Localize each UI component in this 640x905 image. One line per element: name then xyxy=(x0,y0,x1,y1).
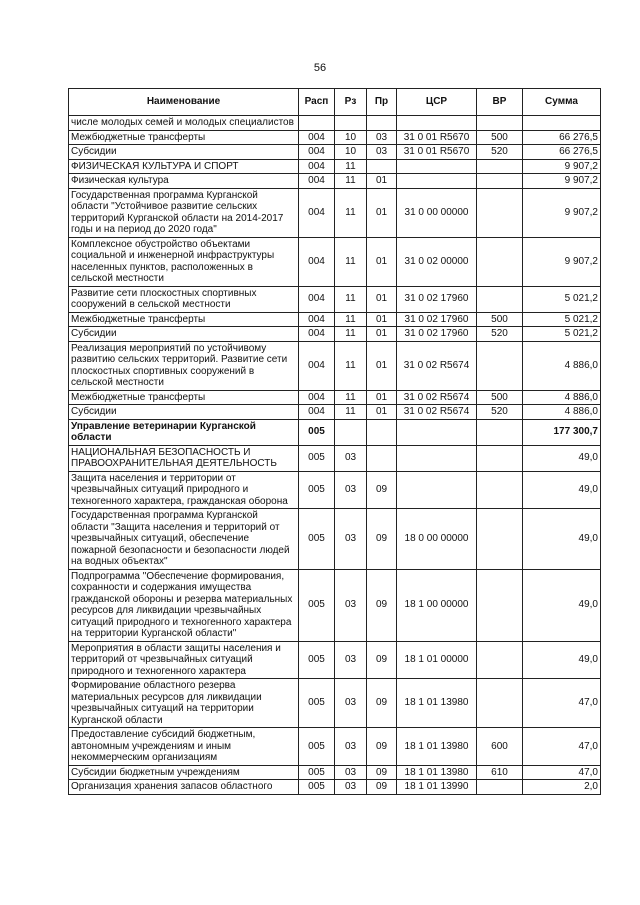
cell-rasp: 004 xyxy=(299,341,335,390)
cell-rz: 11 xyxy=(335,188,367,237)
cell-rasp: 005 xyxy=(299,679,335,728)
cell-rz xyxy=(335,116,367,131)
cell-rz: 10 xyxy=(335,130,367,145)
cell-sum: 47,0 xyxy=(523,728,601,766)
cell-rasp: 005 xyxy=(299,780,335,795)
cell-sum: 49,0 xyxy=(523,445,601,471)
budget-table xyxy=(68,88,601,795)
cell-pr: 01 xyxy=(367,174,397,189)
table-row xyxy=(69,145,601,160)
cell-csr: 18 1 01 13980 xyxy=(397,679,477,728)
cell-rasp: 004 xyxy=(299,237,335,286)
cell-csr xyxy=(397,159,477,174)
cell-vr: 520 xyxy=(477,145,523,160)
table-body xyxy=(69,116,601,795)
cell-rasp: 004 xyxy=(299,312,335,327)
cell-rasp: 004 xyxy=(299,174,335,189)
table-row xyxy=(69,679,601,728)
cell-sum: 66 276,5 xyxy=(523,145,601,160)
cell-vr: 500 xyxy=(477,130,523,145)
cell-pr: 01 xyxy=(367,237,397,286)
cell-csr xyxy=(397,471,477,509)
cell-name: Физическая культура xyxy=(69,174,299,189)
cell-vr xyxy=(477,237,523,286)
header-csr: ЦСР xyxy=(397,89,477,116)
cell-name: Предоставление субсидий бюджетным, автономным учреждениям и иным некоммерческим организациям xyxy=(69,728,299,766)
cell-name: НАЦИОНАЛЬНАЯ БЕЗОПАСНОСТЬ И ПРАВООХРАНИТЕЛЬНАЯ ДЕЯТЕЛЬНОСТЬ xyxy=(69,445,299,471)
cell-csr: 18 1 01 00000 xyxy=(397,641,477,679)
cell-vr: 500 xyxy=(477,390,523,405)
cell-sum: 49,0 xyxy=(523,471,601,509)
cell-name: Защита населения и территории от чрезвычайных ситуаций природного и техногенного характера, гражданская оборона xyxy=(69,471,299,509)
cell-pr: 09 xyxy=(367,641,397,679)
cell-rasp: 005 xyxy=(299,445,335,471)
table-row xyxy=(69,471,601,509)
cell-csr: 31 0 02 R5674 xyxy=(397,390,477,405)
cell-sum: 9 907,2 xyxy=(523,237,601,286)
cell-vr xyxy=(477,471,523,509)
table-header-row xyxy=(69,89,601,116)
cell-name: Субсидии xyxy=(69,327,299,342)
cell-pr: 09 xyxy=(367,471,397,509)
cell-sum: 2,0 xyxy=(523,780,601,795)
cell-csr: 18 1 00 00000 xyxy=(397,569,477,641)
cell-name: Комплексное обустройство объектами социальной и инженерной инфраструктуры населенных пунктов, расположенных в сельской местности xyxy=(69,237,299,286)
cell-vr xyxy=(477,679,523,728)
cell-name: ФИЗИЧЕСКАЯ КУЛЬТУРА И СПОРТ xyxy=(69,159,299,174)
cell-sum: 5 021,2 xyxy=(523,327,601,342)
cell-pr xyxy=(367,159,397,174)
table-row xyxy=(69,116,601,131)
cell-csr xyxy=(397,174,477,189)
cell-rasp: 004 xyxy=(299,390,335,405)
cell-rasp: 005 xyxy=(299,728,335,766)
cell-sum: 5 021,2 xyxy=(523,312,601,327)
cell-sum: 49,0 xyxy=(523,641,601,679)
cell-rasp: 004 xyxy=(299,188,335,237)
cell-csr: 18 0 00 00000 xyxy=(397,509,477,570)
table-row xyxy=(69,188,601,237)
cell-rasp: 005 xyxy=(299,509,335,570)
cell-rz: 03 xyxy=(335,445,367,471)
table-row xyxy=(69,159,601,174)
cell-csr: 31 0 01 R5670 xyxy=(397,130,477,145)
cell-pr: 09 xyxy=(367,780,397,795)
cell-name: Управление ветеринарии Курганской области xyxy=(69,419,299,445)
cell-pr: 09 xyxy=(367,679,397,728)
cell-rz: 11 xyxy=(335,405,367,420)
cell-vr xyxy=(477,188,523,237)
cell-sum: 4 886,0 xyxy=(523,390,601,405)
cell-rz: 03 xyxy=(335,765,367,780)
cell-csr: 18 1 01 13980 xyxy=(397,728,477,766)
cell-csr: 31 0 02 17960 xyxy=(397,286,477,312)
cell-pr xyxy=(367,116,397,131)
table-row xyxy=(69,728,601,766)
cell-rasp xyxy=(299,116,335,131)
cell-vr: 610 xyxy=(477,765,523,780)
table-row xyxy=(69,509,601,570)
cell-csr: 18 1 01 13980 xyxy=(397,765,477,780)
cell-pr: 01 xyxy=(367,327,397,342)
cell-name: Формирование областного резерва материальных ресурсов для ликвидации чрезвычайных ситуаций на территории Курганской области xyxy=(69,679,299,728)
cell-vr xyxy=(477,286,523,312)
cell-csr: 31 0 00 00000 xyxy=(397,188,477,237)
cell-csr xyxy=(397,445,477,471)
cell-csr: 31 0 02 00000 xyxy=(397,237,477,286)
cell-csr xyxy=(397,116,477,131)
cell-sum: 177 300,7 xyxy=(523,419,601,445)
cell-rasp: 004 xyxy=(299,145,335,160)
table-row xyxy=(69,569,601,641)
cell-sum: 66 276,5 xyxy=(523,130,601,145)
cell-name: Мероприятия в области защиты населения и территорий от чрезвычайных ситуаций природного и техногенного характера xyxy=(69,641,299,679)
cell-name: Субсидии xyxy=(69,145,299,160)
table-row xyxy=(69,327,601,342)
header-vr: ВР xyxy=(477,89,523,116)
header-name: Наименование xyxy=(69,89,299,116)
cell-sum xyxy=(523,116,601,131)
cell-sum: 49,0 xyxy=(523,569,601,641)
cell-vr xyxy=(477,174,523,189)
cell-name: Подпрограмма "Обеспечение формирования, сохранности и содержания имущества гражданской обороны и резерва материальных ресурсов для ликвидации чрезвычайных ситуаций природного и техногенного характера на территории Курганской области" xyxy=(69,569,299,641)
cell-csr: 31 0 02 R5674 xyxy=(397,405,477,420)
header-pr: Пр xyxy=(367,89,397,116)
cell-pr: 01 xyxy=(367,390,397,405)
cell-vr xyxy=(477,780,523,795)
table-row xyxy=(69,341,601,390)
cell-rz: 11 xyxy=(335,312,367,327)
cell-pr: 01 xyxy=(367,286,397,312)
cell-vr xyxy=(477,509,523,570)
cell-rasp: 004 xyxy=(299,286,335,312)
cell-rz: 03 xyxy=(335,679,367,728)
table-row xyxy=(69,765,601,780)
header-sum: Сумма xyxy=(523,89,601,116)
cell-name: Государственная программа Курганской области "Устойчивое развитие сельских территорий Курганской области на 2014-2017 годы и на период до 2020 года" xyxy=(69,188,299,237)
cell-sum: 47,0 xyxy=(523,765,601,780)
table-row xyxy=(69,641,601,679)
cell-vr xyxy=(477,641,523,679)
cell-sum: 9 907,2 xyxy=(523,159,601,174)
cell-vr xyxy=(477,116,523,131)
cell-rz: 03 xyxy=(335,569,367,641)
table-row xyxy=(69,405,601,420)
cell-csr: 18 1 01 13990 xyxy=(397,780,477,795)
cell-vr: 500 xyxy=(477,312,523,327)
cell-name: Субсидии xyxy=(69,405,299,420)
cell-vr xyxy=(477,159,523,174)
cell-sum: 4 886,0 xyxy=(523,341,601,390)
cell-rasp: 004 xyxy=(299,327,335,342)
table-row xyxy=(69,390,601,405)
cell-rasp: 005 xyxy=(299,641,335,679)
cell-rz xyxy=(335,419,367,445)
page-number: 56 xyxy=(313,62,327,74)
cell-rz: 11 xyxy=(335,390,367,405)
cell-pr: 03 xyxy=(367,145,397,160)
cell-name: Межбюджетные трансферты xyxy=(69,390,299,405)
cell-name: Реализация мероприятий по устойчивому развитию сельских территорий. Развитие сети плоскостных спортивных сооружений в сельской местности xyxy=(69,341,299,390)
cell-rasp: 004 xyxy=(299,405,335,420)
cell-name: Межбюджетные трансферты xyxy=(69,312,299,327)
cell-name: Организация хранения запасов областного xyxy=(69,780,299,795)
cell-name: Государственная программа Курганской области "Защита населения и территорий от чрезвычайных ситуаций, обеспечение пожарной безопасности и безопасности людей на водных объектах" xyxy=(69,509,299,570)
cell-rasp: 004 xyxy=(299,159,335,174)
cell-vr xyxy=(477,445,523,471)
table-row xyxy=(69,445,601,471)
cell-pr: 01 xyxy=(367,405,397,420)
cell-pr: 09 xyxy=(367,569,397,641)
cell-rz: 11 xyxy=(335,237,367,286)
header-rz: Рз xyxy=(335,89,367,116)
cell-rz: 11 xyxy=(335,327,367,342)
cell-rz: 03 xyxy=(335,471,367,509)
cell-rasp: 005 xyxy=(299,569,335,641)
cell-rasp: 005 xyxy=(299,419,335,445)
cell-rz: 03 xyxy=(335,509,367,570)
cell-name: числе молодых семей и молодых специалистов xyxy=(69,116,299,131)
cell-vr: 600 xyxy=(477,728,523,766)
cell-vr xyxy=(477,569,523,641)
cell-rz: 03 xyxy=(335,780,367,795)
table-row xyxy=(69,286,601,312)
cell-pr: 01 xyxy=(367,341,397,390)
cell-pr: 01 xyxy=(367,188,397,237)
cell-rz: 11 xyxy=(335,174,367,189)
table-row xyxy=(69,312,601,327)
table-row xyxy=(69,237,601,286)
cell-sum: 47,0 xyxy=(523,679,601,728)
cell-pr xyxy=(367,445,397,471)
cell-csr: 31 0 02 17960 xyxy=(397,327,477,342)
cell-rz: 10 xyxy=(335,145,367,160)
cell-name: Межбюджетные трансферты xyxy=(69,130,299,145)
cell-csr xyxy=(397,419,477,445)
cell-sum: 9 907,2 xyxy=(523,174,601,189)
header-rasp: Расп xyxy=(299,89,335,116)
cell-vr xyxy=(477,419,523,445)
cell-rasp: 005 xyxy=(299,765,335,780)
table-row xyxy=(69,780,601,795)
cell-vr: 520 xyxy=(477,405,523,420)
table-row xyxy=(69,419,601,445)
cell-csr: 31 0 02 R5674 xyxy=(397,341,477,390)
cell-rasp: 005 xyxy=(299,471,335,509)
cell-sum: 4 886,0 xyxy=(523,405,601,420)
cell-rz: 03 xyxy=(335,641,367,679)
cell-rz: 11 xyxy=(335,341,367,390)
cell-csr: 31 0 02 17960 xyxy=(397,312,477,327)
cell-rz: 11 xyxy=(335,286,367,312)
cell-pr xyxy=(367,419,397,445)
cell-sum: 5 021,2 xyxy=(523,286,601,312)
cell-vr: 520 xyxy=(477,327,523,342)
cell-pr: 09 xyxy=(367,728,397,766)
table-row xyxy=(69,174,601,189)
cell-pr: 01 xyxy=(367,312,397,327)
cell-rasp: 004 xyxy=(299,130,335,145)
cell-sum: 49,0 xyxy=(523,509,601,570)
cell-rz: 03 xyxy=(335,728,367,766)
cell-vr xyxy=(477,341,523,390)
cell-rz: 11 xyxy=(335,159,367,174)
table-row xyxy=(69,130,601,145)
cell-name: Субсидии бюджетным учреждениям xyxy=(69,765,299,780)
cell-pr: 09 xyxy=(367,509,397,570)
cell-sum: 9 907,2 xyxy=(523,188,601,237)
cell-name: Развитие сети плоскостных спортивных сооружений в сельской местности xyxy=(69,286,299,312)
cell-csr: 31 0 01 R5670 xyxy=(397,145,477,160)
cell-pr: 03 xyxy=(367,130,397,145)
cell-pr: 09 xyxy=(367,765,397,780)
